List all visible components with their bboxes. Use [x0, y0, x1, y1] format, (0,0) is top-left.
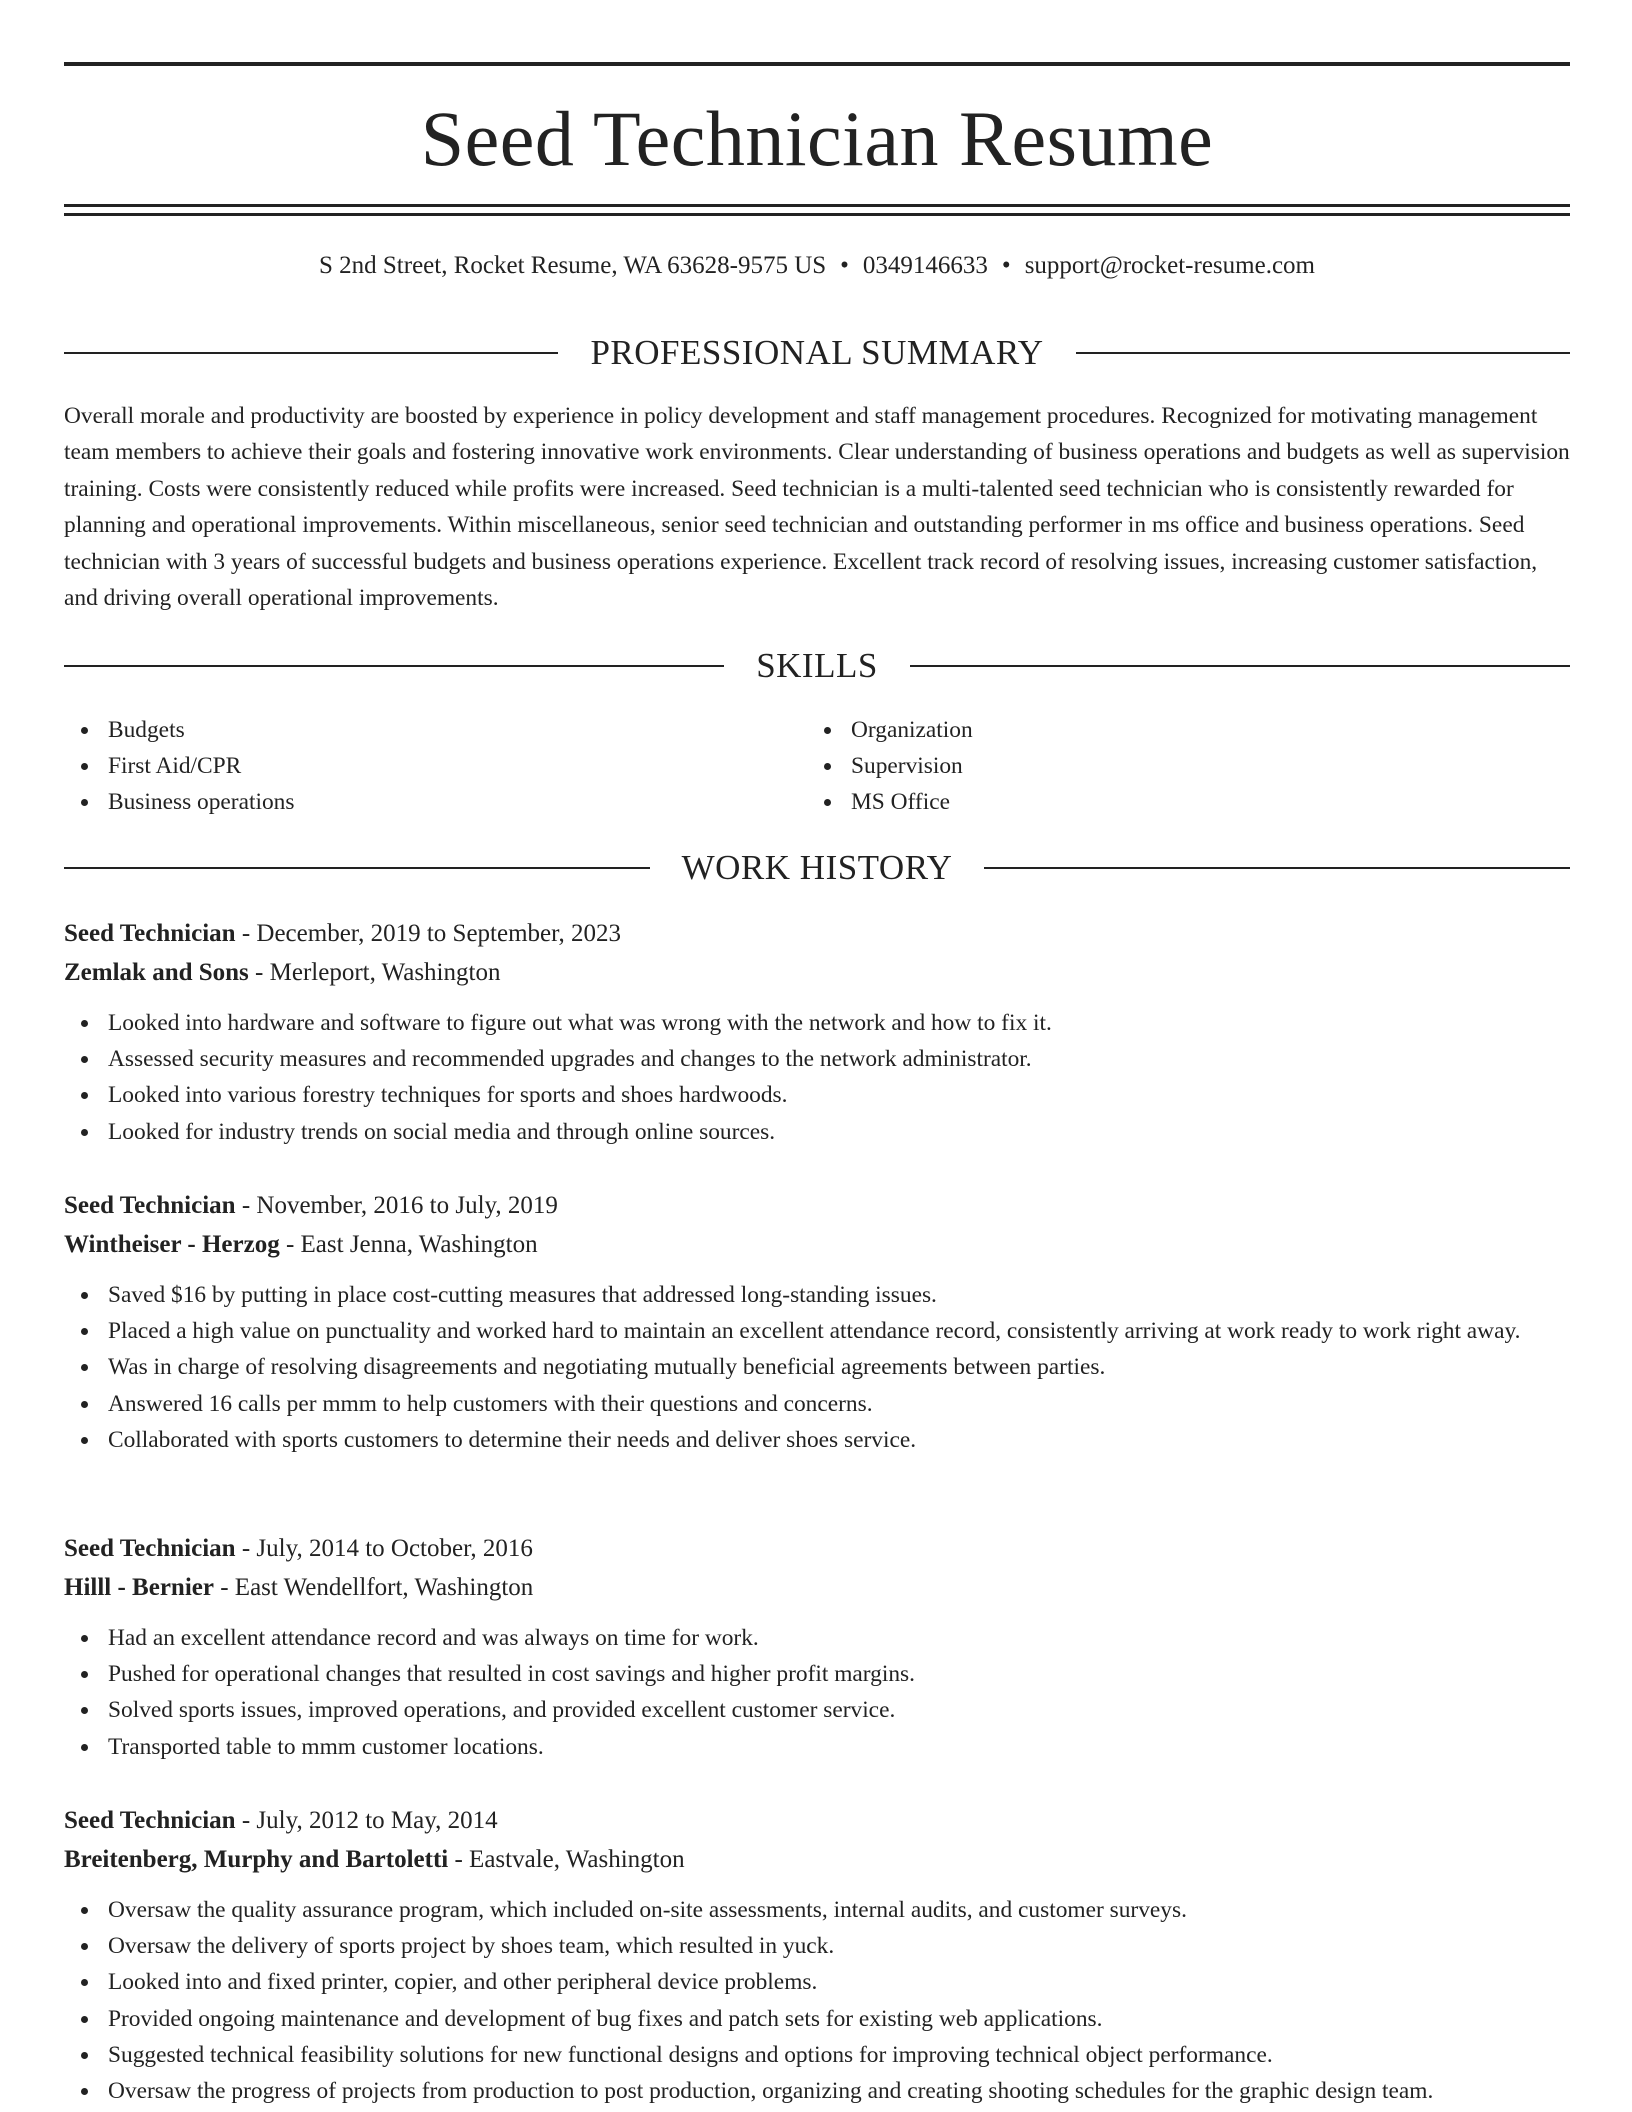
job-bullet: Oversaw the progress of projects from production to post production, organizing and creating shooting schedules for the graphic design team. [64, 2073, 1570, 2109]
job-company-line [64, 1840, 1570, 1879]
contact-separator: • [840, 252, 849, 279]
job-dates: - December, 2019 to September, 2023 [235, 920, 621, 947]
summary-heading-label: PROFESSIONAL SUMMARY [590, 333, 1044, 372]
job-location: - East Jenna, Washington [279, 1231, 538, 1258]
job-entry [64, 914, 1570, 1150]
work-history-heading [64, 848, 1570, 888]
skills-left-column [64, 712, 807, 820]
job-entry [64, 1529, 1570, 1765]
job-bullet: Oversaw the delivery of sports project by shoes team, which resulted in yuck. [64, 1928, 1570, 1964]
job-bullet: Looked into various forestry techniques for sports and shoes hardwoods. [64, 1077, 1570, 1113]
job-bullet: Oversaw the quality assurance program, which included on-site assessments, internal audits, and customer surveys. [64, 1892, 1570, 1928]
job-bullet: Had an excellent attendance record and was always on time for work. [64, 1620, 1570, 1656]
skills-heading-label: SKILLS [756, 646, 878, 685]
job-bullet: Was in charge of resolving disagreements and negotiating mutually beneficial agreements between parties. [64, 1349, 1570, 1385]
job-bullet: Solved sports issues, improved operations, and provided excellent customer service. [64, 1692, 1570, 1728]
job-bullet: Saved $16 by putting in place cost-cutting measures that addressed long-standing issues. [64, 1277, 1570, 1313]
job-role: Seed Technician [64, 920, 236, 947]
job-dates: - July, 2014 to October, 2016 [235, 1535, 533, 1562]
job-bullet: Looked into hardware and software to figure out what was wrong with the network and how to fix it. [64, 1005, 1570, 1041]
job-entry [64, 1801, 1570, 2109]
job-location: - Merleport, Washington [248, 959, 501, 986]
job-bullets [64, 1277, 1570, 1458]
contact-address: S 2nd Street, Rocket Resume, WA 63628-9575 US [319, 252, 827, 279]
job-bullet: Pushed for operational changes that resulted in cost savings and higher profit margins. [64, 1656, 1570, 1692]
job-bullet: Placed a high value on punctuality and worked hard to maintain an excellent attendance record, consistently arriving at work ready to work right away. [64, 1313, 1570, 1349]
skills-heading [64, 646, 1570, 686]
resume-page [64, 0, 1570, 2105]
job-bullet: Transported table to mmm customer locations. [64, 1729, 1570, 1765]
job-role: Seed Technician [64, 1807, 236, 1834]
job-bullet: Looked into and fixed printer, copier, and other peripheral device problems. [64, 1964, 1570, 2000]
job-bullets [64, 1620, 1570, 1765]
contact-phone: 0349146633 [862, 252, 988, 279]
job-dates: - November, 2016 to July, 2019 [235, 1192, 558, 1219]
job-bullet: Assessed security measures and recommended upgrades and changes to the network administrator. [64, 1041, 1570, 1077]
job-company-line [64, 1568, 1570, 1607]
contact-email: support@rocket-resume.com [1024, 252, 1315, 279]
skill-item: First Aid/CPR [64, 748, 807, 784]
resume-title: Seed Technician Resume [420, 95, 1214, 182]
job-company-line [64, 1225, 1570, 1264]
contact-separator: • [1001, 252, 1011, 279]
skills-list [64, 712, 1570, 820]
skill-item: Budgets [64, 712, 807, 748]
summary-heading [64, 333, 1570, 373]
skills-right-column [807, 712, 1550, 820]
job-title-line [64, 1186, 1570, 1225]
skill-item: Organization [807, 712, 1550, 748]
job-company: Hilll - Bernier [64, 1574, 214, 1601]
job-company: Breitenberg, Murphy and Bartoletti [64, 1846, 449, 1873]
job-bullet: Looked for industry trends on social media and through online sources. [64, 1114, 1570, 1150]
job-company: Zemlak and Sons [64, 959, 249, 986]
job-role: Seed Technician [64, 1192, 236, 1219]
job-title-line [64, 914, 1570, 953]
job-title-line [64, 1801, 1570, 1840]
job-title-line [64, 1529, 1570, 1568]
skill-item: Business operations [64, 784, 807, 820]
header-double-rule [64, 204, 1570, 216]
job-company-line [64, 953, 1570, 992]
job-bullet: Provided ongoing maintenance and development of bug fixes and patch sets for existing web applications. [64, 2001, 1570, 2037]
work-history-heading-label: WORK HISTORY [681, 848, 953, 887]
job-location: - East Wendellfort, Washington [213, 1574, 534, 1601]
job-dates: - July, 2012 to May, 2014 [235, 1807, 498, 1834]
skill-item: MS Office [807, 784, 1550, 820]
job-role: Seed Technician [64, 1535, 236, 1562]
job-location: - Eastvale, Washington [448, 1846, 685, 1873]
job-company: Wintheiser - Herzog [64, 1231, 280, 1258]
job-bullet: Collaborated with sports customers to determine their needs and deliver shoes service. [64, 1422, 1570, 1458]
job-bullets [64, 1892, 1570, 2109]
job-bullet: Suggested technical feasibility solutions for new functional designs and options for improving technical object performance. [64, 2037, 1570, 2073]
contact-line [64, 251, 1570, 281]
summary-text: Overall morale and productivity are boosted by experience in policy development and staff management procedures. Recognized for motivating management team members to achieve their goals and fostering innovative work environments. Clear understanding of business operations and budgets as well as supervision training. Costs were consistently reduced while profits were increased. Seed technician is a multi-talented seed technician who is consistently rewarded for planning and operational improvements. Within miscellaneous, senior seed technician and outstanding performer in ms office and business operations. Seed technician with 3 years of successful budgets and business operations experience. Excellent track record of resolving issues, increasing customer satisfaction, and driving overall operational improvements. [64, 403, 1570, 612]
skill-item: Supervision [807, 748, 1550, 784]
job-bullet: Answered 16 calls per mmm to help customers with their questions and concerns. [64, 1386, 1570, 1422]
job-entry [64, 1186, 1570, 1458]
job-bullets [64, 1005, 1570, 1150]
